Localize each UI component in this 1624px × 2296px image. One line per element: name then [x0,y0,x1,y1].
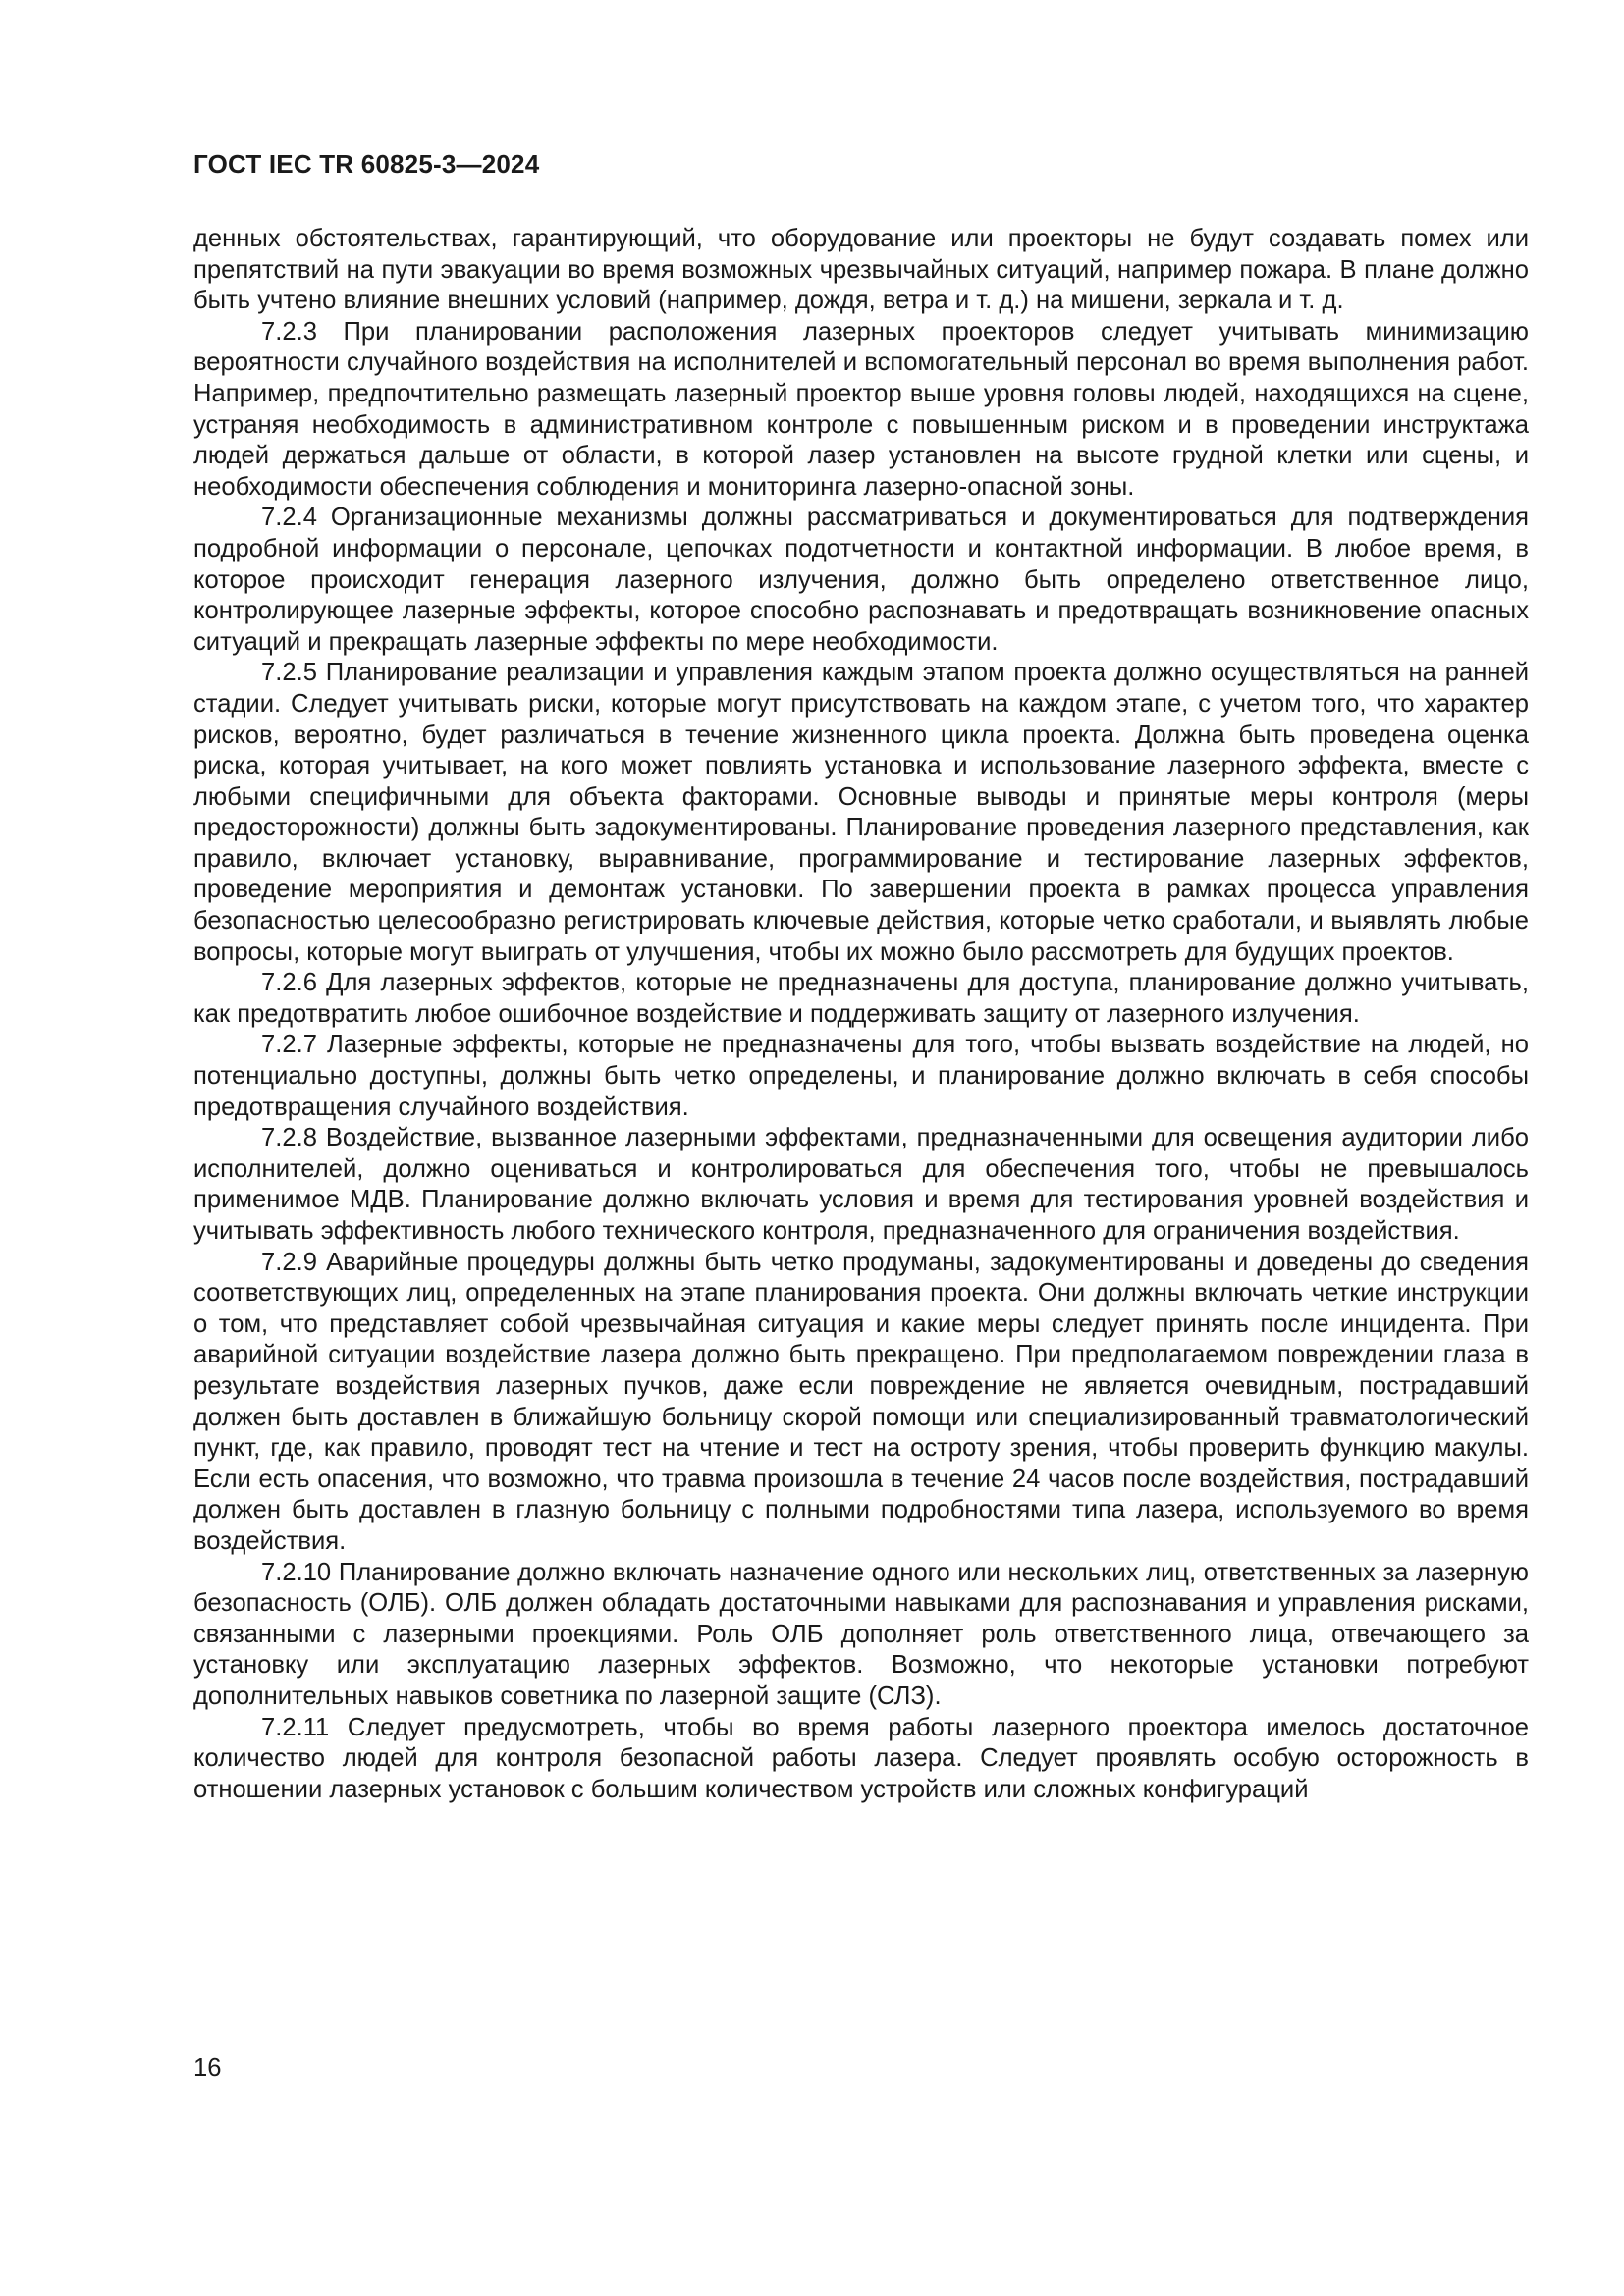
paragraph-7-2-11: 7.2.11 Следует предусмотреть, чтобы во время работы лазерного проектора имелось достаточное количество людей для контроля безопасной работы лазера. Следует проявлять особую осторожность в отношении лазерных установок с большим количеством устройств или сложных конфигураций [193,1713,1529,1803]
paragraph-7-2-10: 7.2.10 Планирование должно включать назначение одного или нескольких лиц, ответственных за лазерную безопасность (ОЛБ). ОЛБ должен обладать достаточными навыками для распознавания и управления рисками, связанными с лазерными проекциями. Роль ОЛБ дополняет роль ответственного лица, отвечающего за установку или эксплуатацию лазерных эффектов. Возможно, что некоторые установки потребуют дополнительных навыков советника по лазерной защите (СЛЗ). [193,1558,1529,1710]
paragraph-continuation: денных обстоятельствах, гарантирующий, что оборудование или проекторы не будут создавать помех или препятствий на пути эвакуации во время возможных чрезвычайных ситуаций, например пожара. В плане должно быть учтено влияние внешних условий (например, дождя, ветра и т. д.) на мишени, зеркала и т. д. [193,225,1529,315]
paragraph-7-2-8: 7.2.8 Воздействие, вызванное лазерными эффектами, предназначенными для освещения аудитории либо исполнителей, должно оцениваться и контролироваться для обеспечения того, чтобы не превышалось применимое МДВ. Планирование должно включать условия и время для тестирования уровней воздействия и учитывать эффективность любого технического контроля, предназначенного для ограничения воздействия. [193,1124,1529,1245]
document-header: ГОСТ IEC TR 60825-3—2024 [193,149,540,179]
paragraph-7-2-5: 7.2.5 Планирование реализации и управления каждым этапом проекта должно осуществляться на ранней стадии. Следует учитывать риски, которые могут присутствовать на каждом этапе, с учетом того, что характер рисков, вероятно, будет различаться в течение жизненного цикла проекта. Должна быть проведена оценка риска, которая учитывает, на кого может повлиять установка и использование лазерного эффекта, вместе с любыми специфичными для объекта факторами. Основные выводы и принятые меры контроля (меры предосторожности) должны быть задокументированы. Планирование проведения лазерного представления, как правило, включает установку, выравнивание, программирование и тестирование лазерных эффектов, проведение мероприятия и демонтаж установки. По завершении проекта в рамках процесса управления безопасностью целесообразно регистрировать ключевые действия, которые четко сработали, и выявлять любые вопросы, которые могут выиграть от улучшения, чтобы их можно было рассмотреть для будущих проектов. [193,659,1529,966]
paragraph-7-2-3: 7.2.3 При планировании расположения лазерных проекторов следует учитывать минимизацию вероятности случайного воздействия на исполнителей и вспомогательный персонал во время выполнения работ. Например, предпочтительно размещать лазерный проектор выше уровня головы людей, находящихся на сцене, устраняя необходимость в административном контроле с повышенным риском и в проведении инструктажа людей держаться дальше от области, в которой лазер установлен на высоте грудной клетки или сцены, и необходимости обеспечения соблюдения и мониторинга лазерно-опасной зоны. [193,317,1529,501]
paragraph-7-2-6: 7.2.6 Для лазерных эффектов, которые не предназначены для доступа, планирование должно учитывать, как предотвратить любое ошибочное воздействие и поддерживать защиту от лазерного излучения. [193,969,1529,1028]
document-body [193,224,1529,1805]
paragraph-7-2-4: 7.2.4 Организационные механизмы должны рассматриваться и документироваться для подтверждения подробной информации о персонале, цепочках подотчетности и контактной информации. В любое время, в которое происходит генерация лазерного излучения, должно быть определено ответственное лицо, контролирующее лазерные эффекты, которое способно распознавать и предотвращать возникновение опасных ситуаций и прекращать лазерные эффекты по мере необходимости. [193,504,1529,656]
page-number: 16 [193,2055,222,2082]
paragraph-7-2-9: 7.2.9 Аварийные процедуры должны быть четко продуманы, задокументированы и доведены до сведения соответствующих лиц, определенных на этапе планирования проекта. Они должны включать четкие инструкции о том, что представляет собой чрезвычайная ситуация и какие меры следует принять после инцидента. При аварийной ситуации воздействие лазера должно быть прекращено. При предполагаемом повреждении глаза в результате воздействия лазерных пучков, даже если повреждение не является очевидным, пострадавший должен быть доставлен в ближайшую больницу скорой помощи или специализированный травматологический пункт, где, как правило, проводят тест на чтение и тест на остроту зрения, чтобы проверить функцию макулы. Если есть опасения, что возможно, что травма произошла в течение 24 часов после воздействия, пострадавший должен быть доставлен в глазную больницу с полными подробностями типа лазера, используемого во время воздействия. [193,1248,1529,1555]
paragraph-7-2-7: 7.2.7 Лазерные эффекты, которые не предназначены для того, чтобы вызвать воздействие на людей, но потенциально доступны, должны быть четко определены, и планирование должно включать в себя способы предотвращения случайного воздействия. [193,1031,1529,1121]
